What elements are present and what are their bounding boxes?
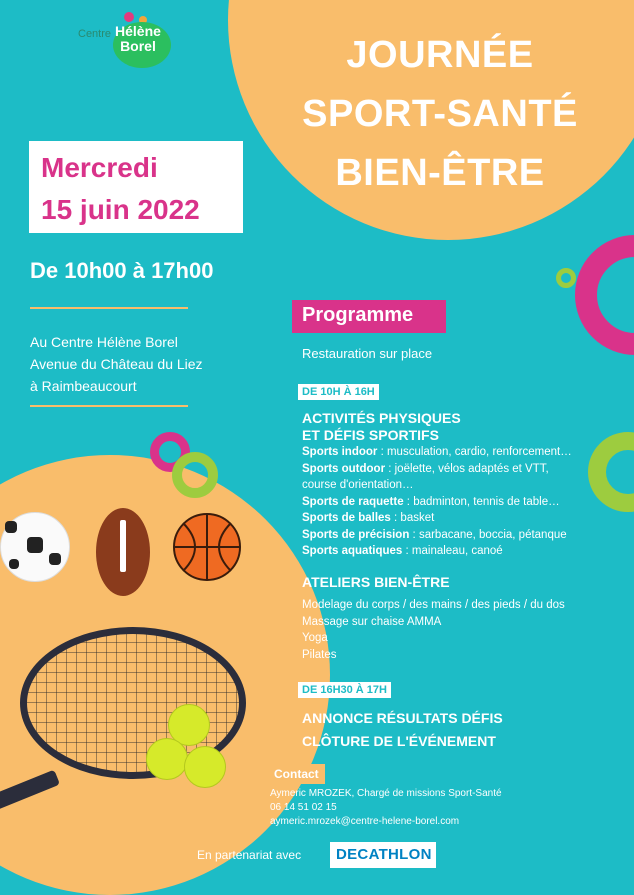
list-item: Massage sur chaise AMMA xyxy=(302,615,442,628)
title-line2: SPORT-SANTÉ xyxy=(302,93,578,135)
time-tag-2: DE 16H30 À 17H xyxy=(298,682,391,698)
event-hours: De 10h00 à 17h00 xyxy=(30,258,214,283)
address-line2: Avenue du Château du Liez xyxy=(30,356,203,372)
contact-email[interactable]: aymeric.mrozek@centre-helene-borel.com xyxy=(270,816,460,827)
divider xyxy=(30,307,188,309)
restauration-text: Restauration sur place xyxy=(302,346,433,361)
event-address xyxy=(30,331,203,397)
list-item: Sports aquatiques : mainaleau, canoé xyxy=(302,545,503,557)
contact-info xyxy=(270,787,502,829)
closing-line2: CLÔTURE DE L'ÉVÉNEMENT xyxy=(302,733,496,749)
activities-heading xyxy=(302,410,461,444)
decorative-green-ring-mid xyxy=(172,452,218,498)
logo-name-line1: Hélène xyxy=(115,23,161,39)
decorative-green-ring-small xyxy=(556,268,576,288)
logo-dot-icon xyxy=(124,12,134,22)
date-full: 15 juin 2022 xyxy=(41,194,200,225)
title-line1: JOURNÉE xyxy=(346,34,534,76)
activities-list xyxy=(302,444,572,560)
list-item: Sports de balles : basket xyxy=(302,512,435,524)
tennis-ball-icon xyxy=(184,746,226,788)
list-item: Sports de raquette : badminton, tennis de table… xyxy=(302,495,560,508)
list-item: course d'orientation… xyxy=(302,479,414,491)
decathlon-logo: DECATHLON xyxy=(336,846,432,863)
list-item: Sports outdoor : joëlette, vélos adaptés et VTT, xyxy=(302,462,549,475)
event-date xyxy=(41,147,200,231)
list-item: Pilates xyxy=(302,648,337,661)
list-item: Modelage du corps / des mains / des pieds / du dos xyxy=(302,599,565,611)
contact-label: Contact xyxy=(268,764,325,784)
divider xyxy=(30,405,188,407)
partner-text: En partenariat avec xyxy=(197,848,302,862)
address-line1: Au Centre Hélène Borel xyxy=(30,334,178,350)
closing-line1: ANNONCE RÉSULTATS DÉFIS xyxy=(302,710,503,726)
decorative-pink-ring xyxy=(575,235,634,355)
address-line3: à Raimbeaucourt xyxy=(30,378,137,394)
title-line3: BIEN-ÊTRE xyxy=(335,152,545,194)
basketball-icon xyxy=(173,513,241,581)
closing-heading xyxy=(302,707,503,753)
list-item: Yoga xyxy=(302,632,328,644)
event-title xyxy=(255,26,625,203)
rugby-ball-lace xyxy=(120,520,126,572)
time-tag-1: DE 10H À 16H xyxy=(298,384,379,400)
logo-small-text: Centre xyxy=(78,28,112,40)
list-item: Sports indoor : musculation, cardio, renforcement… xyxy=(302,446,572,458)
wellbeing-list xyxy=(302,597,565,663)
decorative-green-ring xyxy=(588,432,634,512)
tennis-ball-icon xyxy=(146,738,188,780)
list-item: Sports de précision : sarbacane, boccia, pétanque xyxy=(302,528,567,541)
logo-name-line2: Borel xyxy=(120,38,156,54)
soccer-ball-icon xyxy=(0,512,70,582)
activities-heading-line1: ACTIVITÉS PHYSIQUES xyxy=(302,410,461,426)
wellbeing-heading: ATELIERS BIEN-ÊTRE xyxy=(302,574,450,590)
date-day: Mercredi xyxy=(41,152,158,183)
logo-name xyxy=(115,24,161,54)
programme-label: Programme xyxy=(302,304,414,326)
contact-phone[interactable]: 06 14 51 02 15 xyxy=(270,802,337,813)
contact-name: Aymeric MROZEK, Chargé de missions Sport-Santé xyxy=(270,788,502,799)
activities-heading-line2: ET DÉFIS SPORTIFS xyxy=(302,427,439,443)
